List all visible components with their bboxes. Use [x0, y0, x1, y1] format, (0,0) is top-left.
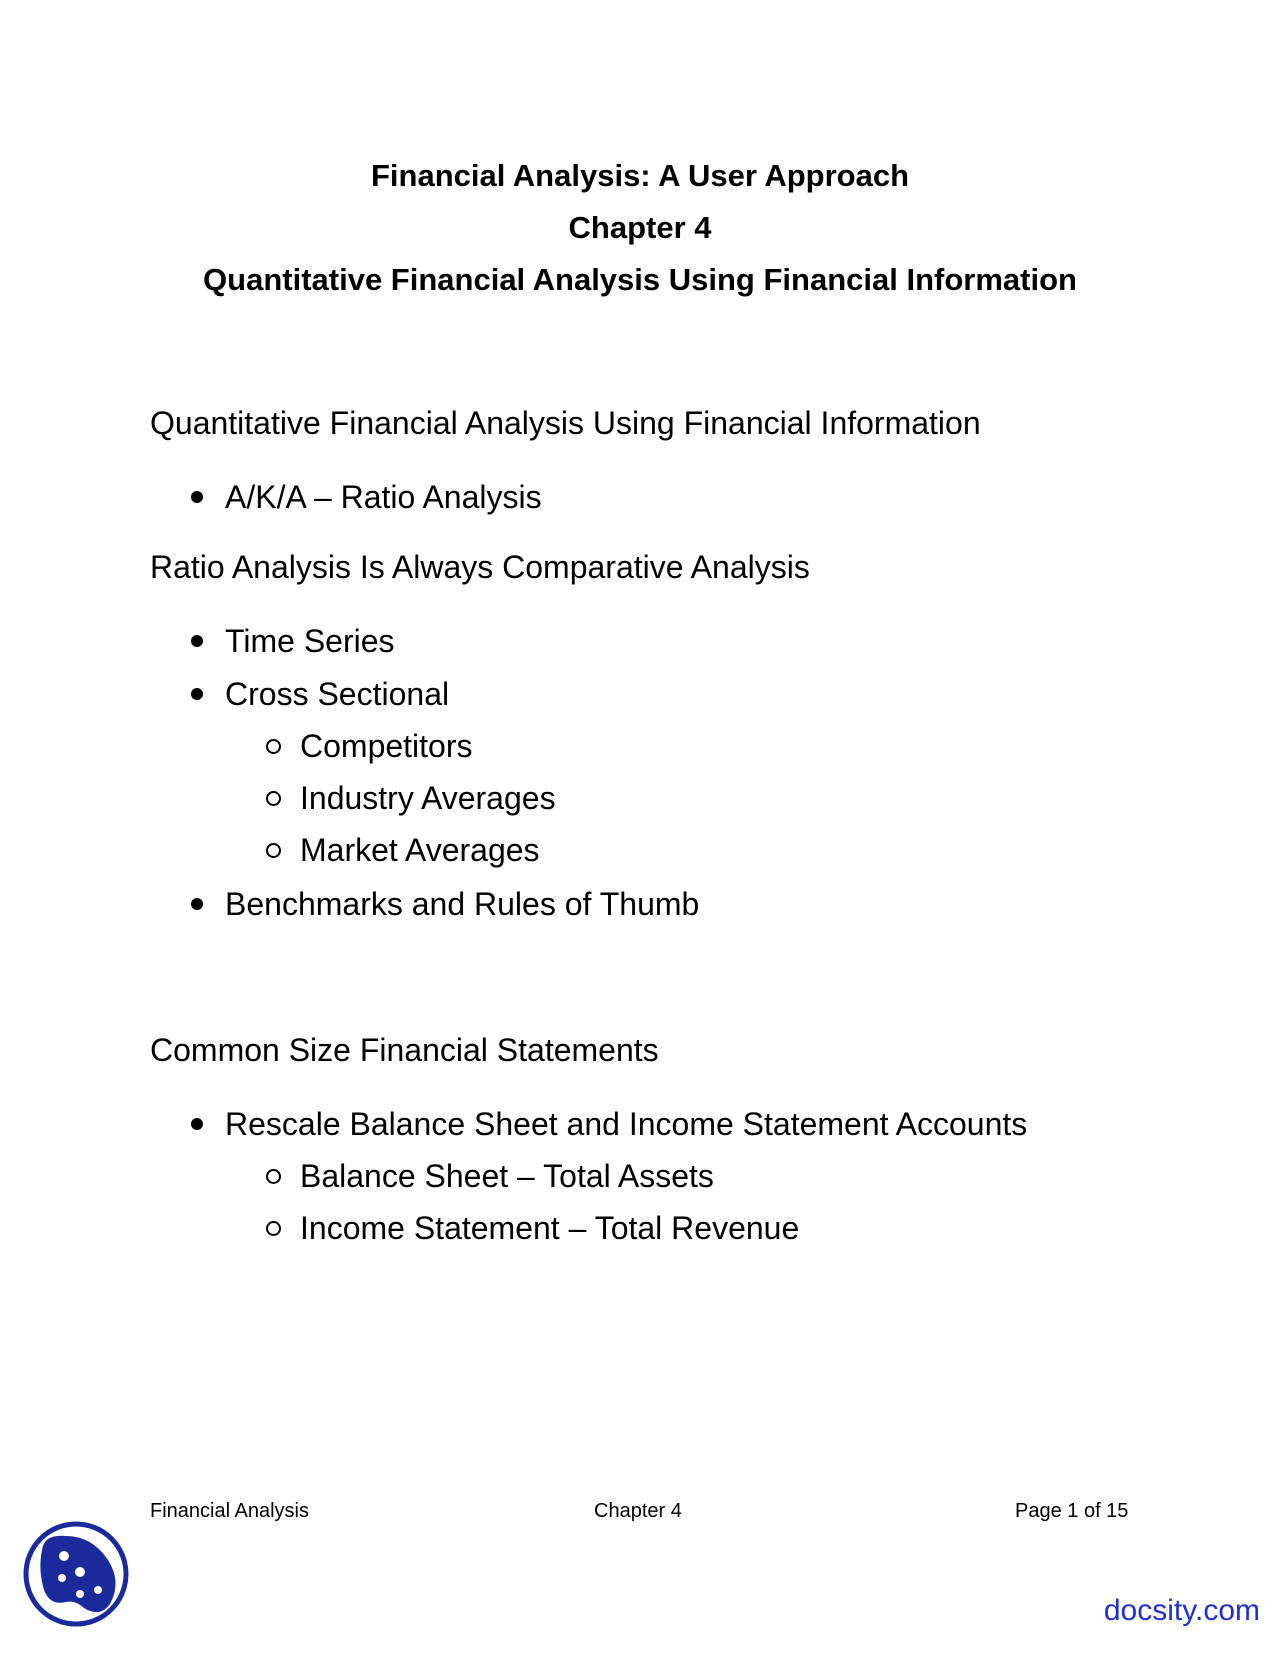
sub-list-item-text: Income Statement – Total Revenue — [300, 1210, 800, 1246]
bullet-marker — [191, 1118, 203, 1130]
list-item-text: A/K/A – Ratio Analysis — [225, 479, 542, 515]
sub-list-item-text: Balance Sheet – Total Assets — [300, 1158, 714, 1194]
sub-bullet-marker — [266, 843, 281, 858]
footer-left: Financial Analysis — [150, 1500, 309, 1522]
list-item-text: Rescale Balance Sheet and Income Statement Accounts — [225, 1106, 1028, 1142]
footer-page-number: Page 1 of 15 — [1015, 1500, 1129, 1522]
list-item — [225, 477, 542, 517]
document-title — [0, 150, 1280, 306]
list-item — [225, 674, 449, 714]
sub-list-item — [300, 778, 556, 818]
sub-list-item-text: Market Averages — [300, 832, 540, 868]
sub-bullet-marker — [266, 739, 281, 754]
docsity-logo-icon — [22, 1520, 130, 1628]
bullet-marker — [191, 635, 203, 647]
sub-list-item — [300, 726, 473, 766]
title-line-3: Quantitative Financial Analysis Using Financial Information — [203, 262, 1077, 297]
list-item — [225, 1104, 1027, 1144]
list-item — [225, 884, 699, 924]
sub-list-item — [300, 1156, 714, 1196]
sub-list-item-text: Competitors — [300, 728, 473, 764]
section-heading-ratio-analysis: Ratio Analysis Is Always Comparative Analysis — [150, 549, 810, 585]
title-line-2: Chapter 4 — [568, 210, 712, 245]
sub-list-item — [300, 830, 540, 870]
sub-list-item-text: Industry Averages — [300, 780, 556, 816]
list-item-text: Cross Sectional — [225, 676, 450, 712]
sub-list-item — [300, 1208, 799, 1248]
list-item-text: Benchmarks and Rules of Thumb — [225, 886, 700, 922]
list-item-text: Time Series — [225, 623, 395, 659]
docsity-brand-link[interactable]: docsity.com — [1103, 1594, 1260, 1627]
list-item — [225, 621, 395, 661]
bullet-marker — [191, 898, 203, 910]
section-heading-quantitative: Quantitative Financial Analysis Using Financial Information — [150, 405, 981, 441]
section-heading-common-size: Common Size Financial Statements — [150, 1032, 659, 1068]
sub-bullet-marker — [266, 1221, 281, 1236]
footer-center: Chapter 4 — [594, 1500, 682, 1522]
title-line-1: Financial Analysis: A User Approach — [370, 158, 910, 193]
bullet-marker — [191, 491, 203, 503]
sub-bullet-marker — [266, 791, 281, 806]
sub-bullet-marker — [266, 1169, 281, 1184]
bullet-marker — [191, 688, 203, 700]
